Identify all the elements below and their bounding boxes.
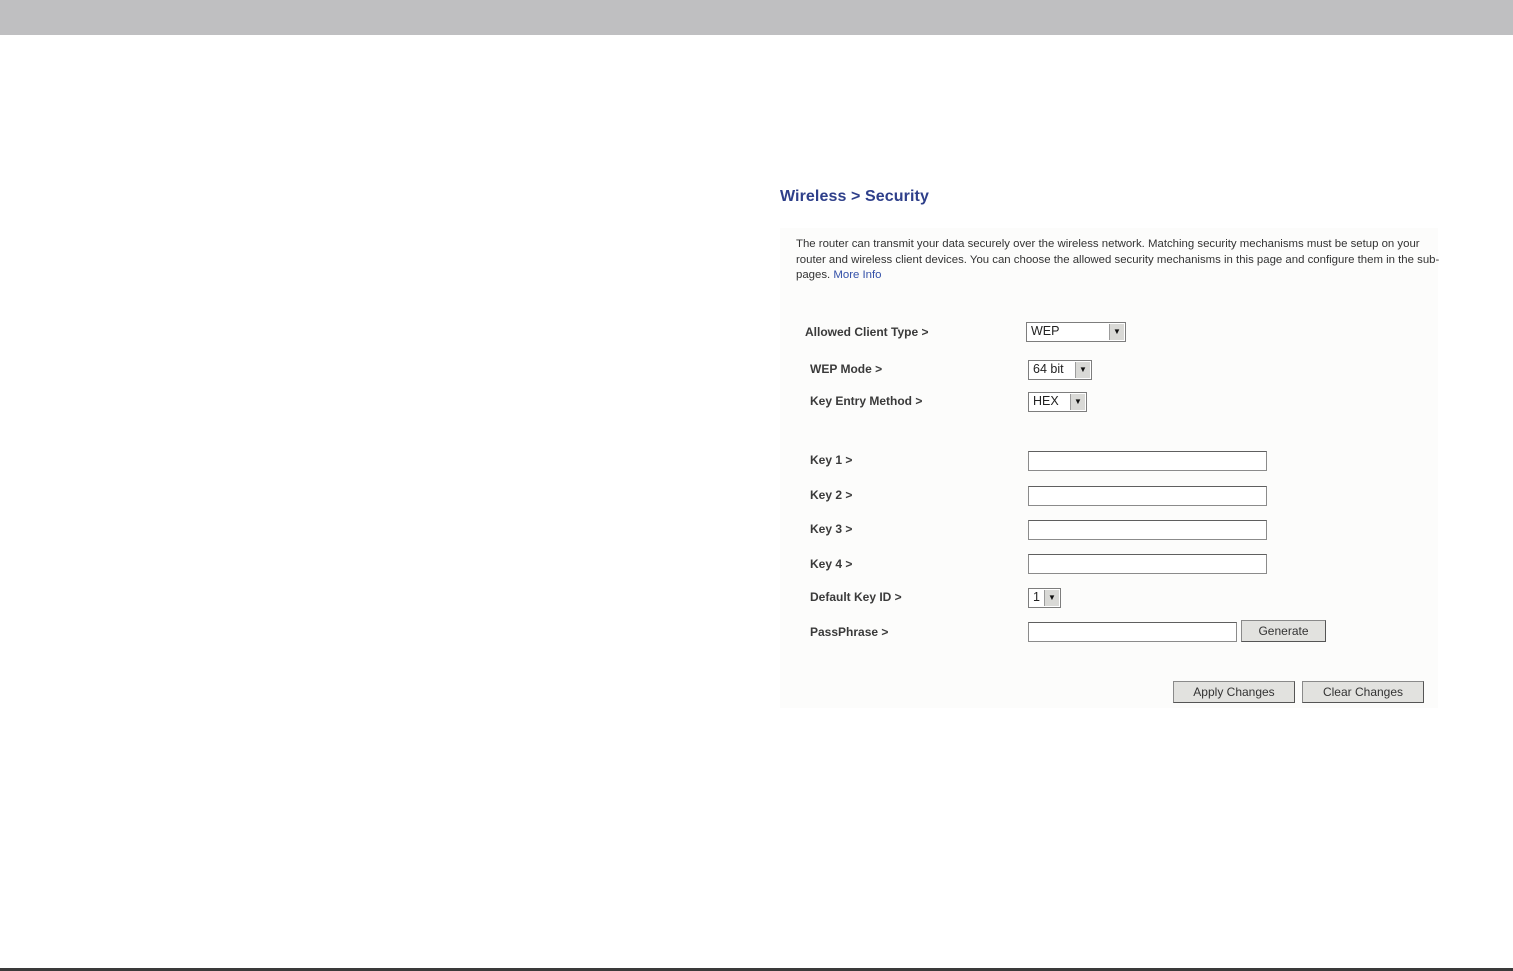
key-2-input[interactable] <box>1028 486 1267 506</box>
wep-mode-select[interactable] <box>1028 360 1092 380</box>
chevron-down-icon: ▼ <box>1044 590 1059 606</box>
allowed-client-type-select[interactable] <box>1026 322 1126 342</box>
page-title: Wireless > Security <box>780 188 929 205</box>
apply-changes-button[interactable]: Apply Changes <box>1173 681 1295 703</box>
key-1-label: Key 1 > <box>810 453 853 467</box>
key-3-label: Key 3 > <box>810 522 853 536</box>
key-entry-method-select[interactable] <box>1028 392 1087 412</box>
default-key-id-select[interactable] <box>1028 588 1061 608</box>
key-4-label: Key 4 > <box>810 557 853 571</box>
default-key-id-value: 1 <box>1033 590 1040 604</box>
key-2-label: Key 2 > <box>810 488 853 502</box>
intro-body: The router can transmit your data securely over the wireless network. Matching security mechanisms must be setup on your router and wireless client devices. You can choose the allowed security mechanisms in this page and configure them in the sub-pages. <box>796 238 1440 281</box>
chevron-down-icon: ▼ <box>1109 324 1124 340</box>
key-4-input[interactable] <box>1028 554 1267 574</box>
intro-text <box>796 237 1441 284</box>
default-key-id-label: Default Key ID > <box>810 590 902 604</box>
key-entry-method-value: HEX <box>1033 394 1059 408</box>
passphrase-input[interactable] <box>1028 622 1237 642</box>
key-1-input[interactable] <box>1028 451 1267 471</box>
passphrase-label: PassPhrase > <box>810 625 889 639</box>
allowed-client-type-label: Allowed Client Type > <box>805 325 929 339</box>
chevron-down-icon: ▼ <box>1070 394 1085 410</box>
generate-button[interactable]: Generate <box>1241 620 1326 642</box>
clear-changes-button[interactable]: Clear Changes <box>1302 681 1424 703</box>
chevron-down-icon: ▼ <box>1075 362 1090 378</box>
wep-mode-label: WEP Mode > <box>810 362 883 376</box>
allowed-client-type-value: WEP <box>1031 324 1060 338</box>
key-entry-method-label: Key Entry Method > <box>810 394 923 408</box>
more-info-link[interactable]: More Info <box>833 269 882 281</box>
wep-mode-value: 64 bit <box>1033 362 1064 376</box>
top-band <box>0 0 1513 35</box>
key-3-input[interactable] <box>1028 520 1267 540</box>
